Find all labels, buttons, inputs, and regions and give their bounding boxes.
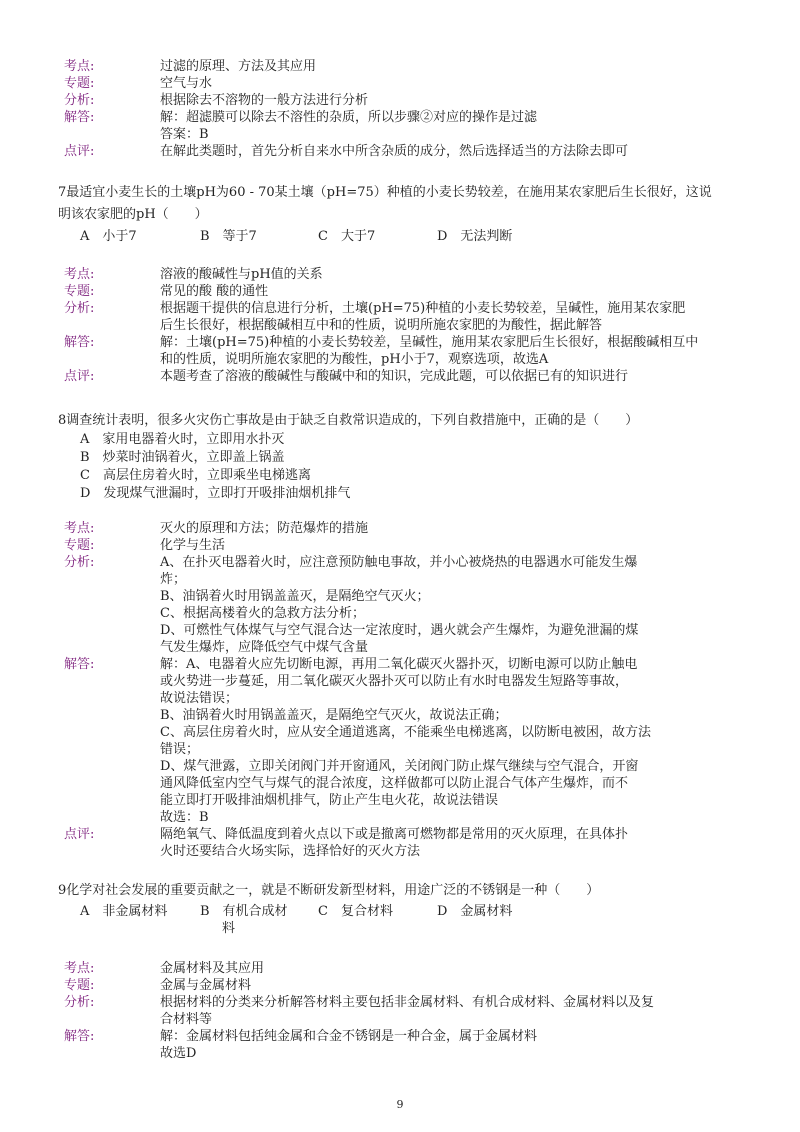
label-dianping: 点评: [64,369,95,384]
fenxi-line: 根据题干提供的信息进行分析，土壤(pH=75)种植的小麦长势较差，呈碱性，施用某农家肥 [160,301,686,316]
zhuanti-text: 化学与生活 [160,538,226,553]
label-kaodian: 考点: [64,961,95,976]
question-9-line: 9化学对社会发展的重要贡献之一，就是不断研发新型材料，用途广泛的不锈钢是一种（ ） [58,883,600,898]
jieda-line: 故选：B [160,810,209,825]
kaodian-text: 灭火的原理和方法；防范爆炸的措施 [160,521,369,536]
option-a: A 非金属材料 [80,904,168,919]
jieda-line: 解：土壤(pH=75)种植的小麦长势较差，呈碱性，施用某农家肥后生长很好，根据酸碱相互中 [160,335,699,350]
option-d: D 金属材料 [437,904,513,919]
label-jieda: 解答: [64,1029,95,1044]
jieda-line: 通风降低室内空气与煤气的混合浓度，这样做都可以防止混合气体产生爆炸，而不 [160,776,629,791]
fenxi-line: C、根据高楼着火的急救方法分析； [160,606,365,621]
jieda-line: 错误； [160,742,200,757]
jieda-line: B、油锅着火时用锅盖盖灭，是隔绝空气灭火，故说法正确； [160,708,508,723]
label-jieda: 解答: [64,110,95,125]
label-zhuanti: 专题: [64,538,95,553]
option-c: C 复合材料 [318,904,393,919]
answer-block-9 [0,960,800,1062]
fenxi-line: 炸； [160,572,187,587]
option-b: B 炒菜时油锅着火，立即盖上锅盖 [80,450,285,465]
jieda-line: 解：超滤膜可以除去不溶性的杂质，所以步骤②对应的操作是过滤 [160,110,538,125]
label-kaodian: 考点: [64,59,95,74]
option-d: D 无法判断 [437,229,513,244]
page-number: 9 [396,1098,404,1111]
dianping-line: 隔绝氧气、降低温度到着火点以下或是撤离可燃物都是常用的灭火原理，在具体扑 [160,827,629,842]
label-fenxi: 分析: [64,301,95,316]
label-fenxi: 分析: [64,555,95,570]
kaodian-text: 过滤的原理、方法及其应用 [160,59,317,74]
answer-block-7 [0,266,800,385]
label-kaodian: 考点: [64,267,95,282]
label-zhuanti: 专题: [64,978,95,993]
option-c: C 大于7 [318,229,376,244]
question-7-line: 7最适宜小麦生长的土壤pH为60 - 70某土壤（pH=75）种植的小麦长势较差，在施用某农家肥后生长很好，这说 [58,185,712,200]
zhuanti-text: 常见的酸 酸的通性 [160,284,269,299]
answer-block-6 [0,58,800,160]
dianping-text: 在解此类题时，首先分析自来水中所含杂质的成分，然后选择适当的方法除去即可 [160,144,629,159]
zhuanti-text: 金属与金属材料 [160,978,252,993]
label-dianping: 点评: [64,144,95,159]
jieda-line: D、煤气泄露，立即关闭阀门并开窗通风，关闭阀门防止煤气继续与空气混合，开窗 [160,759,639,774]
jieda-line: 故选D [160,1046,197,1061]
fenxi-line: 气发生爆炸，应降低空气中煤气含量 [160,640,369,655]
option-b: B 等于7 [200,229,257,244]
jieda-line: 故说法错误； [160,691,239,706]
option-a: A 小于7 [80,229,137,244]
label-fenxi: 分析: [64,995,95,1010]
label-dianping: 点评: [64,827,95,842]
jieda-line: 答案：B [160,127,209,142]
fenxi-line: B、油锅着火时用锅盖盖灭，是隔绝空气灭火； [160,589,430,604]
option-b-wrap: 料 [222,921,236,936]
kaodian-text: 溶液的酸碱性与pH值的关系 [160,267,323,282]
fenxi-line: 合材料等 [160,1012,213,1027]
dianping-line: 火时还要结合火场实际，选择恰好的灭火方法 [160,844,421,859]
dianping-text: 本题考查了溶液的酸碱性与酸碱中和的知识，完成此题，可以依据已有的知识进行 [160,369,629,384]
jieda-line: C、高层住房着火时，应从安全通道逃离，不能乘坐电梯逃离，以防断电被困，故方法 [160,725,651,740]
fenxi-line: D、可燃性气体煤气与空气混合达一定浓度时，遇火就会产生爆炸，为避免泄漏的煤 [160,623,639,638]
question-8-line: 8调查统计表明，很多火灾伤亡事故是由于缺乏自救常识造成的，下列自救措施中，正确的是（ ） [58,413,639,428]
label-fenxi: 分析: [64,93,95,108]
zhuanti-text: 空气与水 [160,76,213,91]
kaodian-text: 金属材料及其应用 [160,961,265,976]
jieda-line: 解：A、电器着火应先切断电源，再用二氧化碳灭火器扑灭，切断电源可以防止触电 [160,657,638,672]
jieda-line: 能立即打开吸排油烟机排气，防止产生电火花，故说法错误 [160,793,499,808]
fenxi-line: 根据材料的分类来分析解答材料主要包括非金属材料、有机合成材料、金属材料以及复 [160,995,655,1010]
fenxi-line: A、在扑灭电器着火时，应注意预防触电事故，并小心被烧热的电器遇水可能发生爆 [160,555,638,570]
answer-block-8 [0,520,800,860]
question-7-line: 明该农家肥的pH（ ） [58,207,208,222]
jieda-line: 解：金属材料包括纯金属和合金不锈钢是一种合金，属于金属材料 [160,1029,538,1044]
jieda-line: 和的性质，说明所施农家肥的为酸性，pH小于7，观察选项，故选A [160,352,549,367]
option-c: C 高层住房着火时，立即乘坐电梯逃离 [80,468,311,483]
label-zhuanti: 专题: [64,76,95,91]
label-jieda: 解答: [64,335,95,350]
jieda-line: 或火势进一步蔓延，用二氧化碳灭火器扑灭可以防止有水时电器发生短路等事故， [160,674,629,689]
label-zhuanti: 专题: [64,284,95,299]
option-b: B 有机合成材 [200,904,288,919]
fenxi-line: 后生长很好，根据酸碱相互中和的性质，说明所施农家肥的为酸性，据此解答 [160,318,603,333]
label-kaodian: 考点: [64,521,95,536]
fenxi-text: 根据除去不溶物的一般方法进行分析 [160,93,369,108]
label-jieda: 解答: [64,657,95,672]
option-d: D 发现煤气泄漏时，立即打开吸排油烟机排气 [80,486,351,501]
option-a: A 家用电器着火时，立即用水扑灭 [80,432,285,447]
